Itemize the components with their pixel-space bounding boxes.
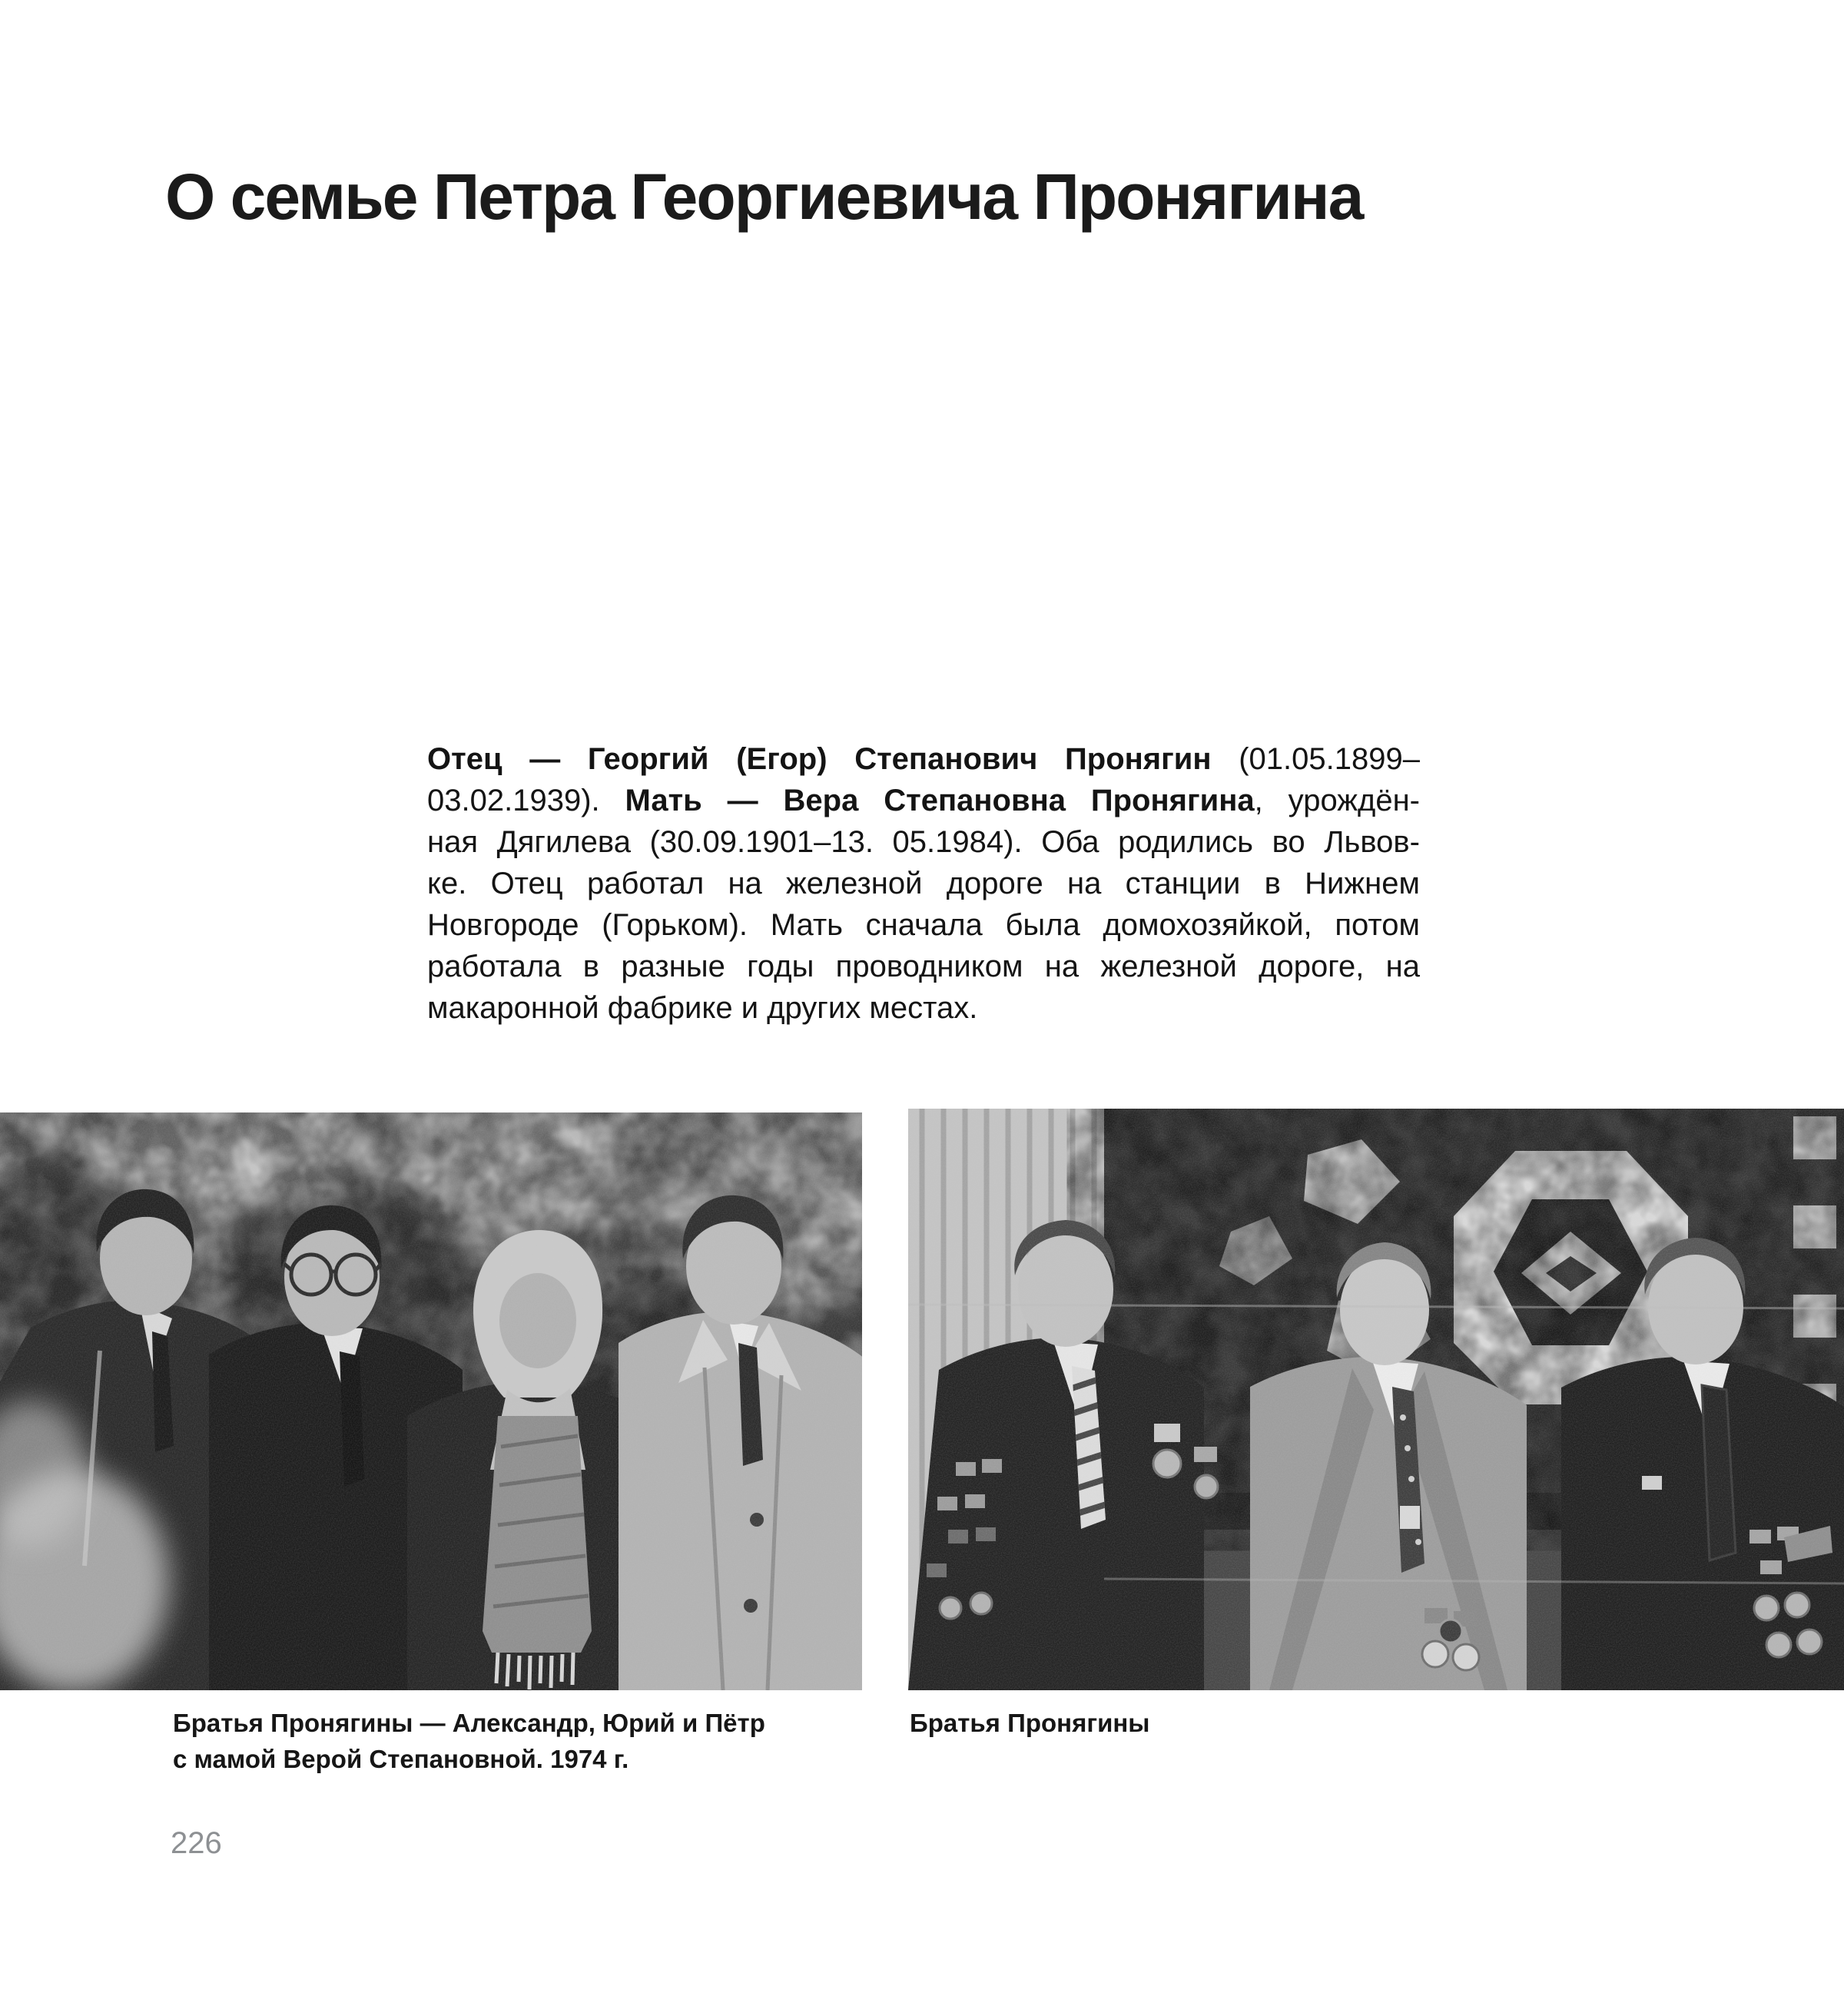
body-segment: (01.05.1899– bbox=[1211, 742, 1420, 776]
body-line-5 bbox=[427, 904, 1420, 946]
body-segment: Мать — Вера Степановна Пронягина bbox=[625, 784, 1255, 817]
page-number: 226 bbox=[171, 1826, 222, 1860]
body-segment: работала в разные годы проводником на железной дороге, на bbox=[427, 950, 1420, 983]
body-segment: Новгороде (Горьком). Мать сначала была домохозяйкой, потом bbox=[427, 908, 1420, 942]
body-line-6 bbox=[427, 946, 1420, 987]
photo-brothers-medals bbox=[908, 1109, 1844, 1690]
family-paragraph bbox=[427, 738, 1420, 1029]
page-title: О семье Петра Георгиевича Пронягина bbox=[165, 161, 1363, 233]
body-segment: макаронной фабрике и других местах. bbox=[427, 991, 978, 1025]
body-segment: ная Дягилева (30.09.1901–13. 05.1984). Оба родились во Львов- bbox=[427, 825, 1420, 859]
caption-line: с мамой Верой Степановной. 1974 г. bbox=[173, 1745, 629, 1773]
photo-brothers-with-mother-image bbox=[0, 1112, 862, 1690]
photo-brothers-medals-image bbox=[908, 1109, 1844, 1690]
body-line-2 bbox=[427, 780, 1420, 821]
body-line-7 bbox=[427, 987, 1420, 1029]
body-segment: ке. Отец работал на железной дороге на станции в Нижнем bbox=[427, 867, 1420, 900]
figure-caption-right bbox=[910, 1705, 1678, 1741]
body-line-1 bbox=[427, 738, 1420, 780]
caption-line: Братья Пронягины — Александр, Юрий и Пётр bbox=[173, 1709, 765, 1737]
body-segment: Отец — Георгий (Егор) Степанович Пронягин bbox=[427, 742, 1212, 776]
body-line-4 bbox=[427, 863, 1420, 904]
body-line-3 bbox=[427, 821, 1420, 863]
body-segment: 03.02.1939). bbox=[427, 784, 625, 817]
body-segment: , урождён- bbox=[1254, 784, 1420, 817]
figure-caption-left bbox=[173, 1705, 957, 1777]
photo-brothers-with-mother bbox=[0, 1112, 862, 1690]
caption-line: Братья Пронягины bbox=[910, 1709, 1150, 1737]
